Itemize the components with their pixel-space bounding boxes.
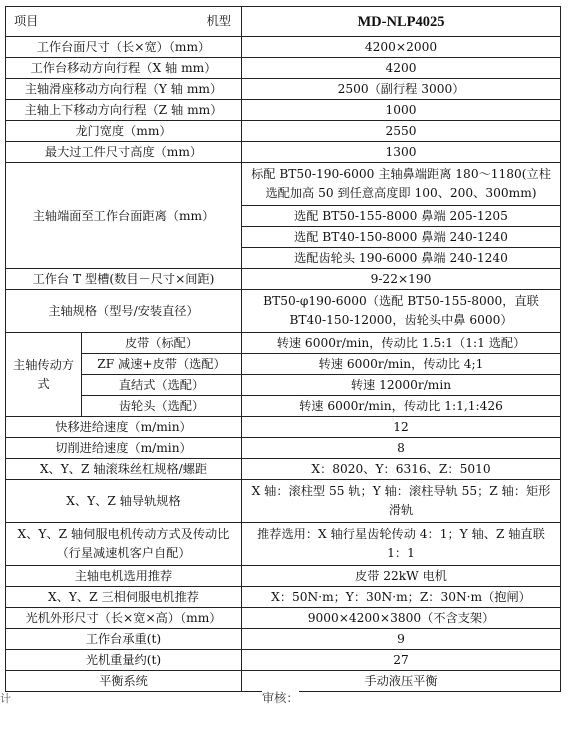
row-label: 龙门宽度（mm） xyxy=(6,121,242,142)
row-value: 12 xyxy=(242,417,561,438)
header-model-label: 机型 xyxy=(206,14,231,28)
edge-mark: 计 xyxy=(0,692,11,705)
row-label: X、Y、Z 轴滚珠丝杠规格/螺距 xyxy=(6,459,242,480)
header-row xyxy=(6,7,561,37)
row-value: X：8020、Y：6316、Z：5010 xyxy=(242,459,561,480)
table-row xyxy=(6,566,561,587)
table-row xyxy=(6,523,561,566)
header-item: 项目 xyxy=(14,14,39,28)
nose-value-option: 选配 BT40-150-8000 鼻端 240-1240 xyxy=(242,227,561,248)
row-value: 9 xyxy=(242,629,561,650)
nose-label: 主轴端面至工作台面距离（mm） xyxy=(6,163,242,269)
row-label: 快移进给速度（m/min） xyxy=(6,417,242,438)
table-row xyxy=(6,37,561,58)
drive-value: 转速 6000r/min，传动比 4;1 xyxy=(242,354,561,375)
row-value: 皮带 22kW 电机 xyxy=(242,566,561,587)
spec-table xyxy=(5,6,561,692)
row-value: 2500（副行程 3000） xyxy=(242,79,561,100)
row-value: 9000×4200×3800（不含支架） xyxy=(242,608,561,629)
row-value: X 轴：滚柱型 55 轨；Y 轴：滚柱导轨 55；Z 轴：矩形滑轨 xyxy=(242,480,561,523)
table-row xyxy=(6,375,561,396)
drive-label: 主轴传动方式 xyxy=(6,333,82,417)
table-row xyxy=(6,438,561,459)
row-value: 推荐选用：X 轴行星齿轮传动 4：1；Y 轴、Z 轴直联 1：1 xyxy=(242,523,561,566)
table-row xyxy=(6,480,561,523)
drive-value: 转速 6000r/min，传动比 1.5:1（1:1 选配） xyxy=(242,333,561,354)
row-value: 27 xyxy=(242,650,561,671)
table-row xyxy=(6,417,561,438)
row-value: 2550 xyxy=(242,121,561,142)
table-row xyxy=(6,396,561,417)
table-row xyxy=(6,459,561,480)
row-value: 手动液压平衡 xyxy=(242,671,561,692)
row-value: 4200×2000 xyxy=(242,37,561,58)
model-name: MD-NLP4025 xyxy=(242,7,561,37)
row-label: 切削进给速度（m/min） xyxy=(6,438,242,459)
table-row xyxy=(6,142,561,163)
row-label: 最大过工件尺寸高度（mm） xyxy=(6,142,242,163)
row-value: 9-22×190 xyxy=(242,269,561,290)
nose-value-option: 选配 BT50-155-8000 鼻端 205-1205 xyxy=(242,206,561,227)
row-label: 主轴滑座移动方向行程（Y 轴 mm） xyxy=(6,79,242,100)
table-row xyxy=(6,163,561,206)
row-label: 光机重量约(t) xyxy=(6,650,242,671)
row-label: 主轴电机选用推荐 xyxy=(6,566,242,587)
review-label: 审核： xyxy=(262,691,299,705)
table-row xyxy=(6,587,561,608)
table-row xyxy=(6,121,561,142)
drive-value: 转速 12000r/min xyxy=(242,375,561,396)
nose-value-standard: 标配 BT50-190-6000 主轴鼻端距离 180～1180(立柱选配加高 50 到任意高度即 100、200、300mm) xyxy=(242,163,561,206)
table-row xyxy=(6,333,561,354)
row-label: 主轴上下移动方向行程（Z 轴 mm） xyxy=(6,100,242,121)
table-row xyxy=(6,58,561,79)
row-label: X、Y、Z 轴伺服电机传动方式及传动比（行星减速机客户自配） xyxy=(6,523,242,566)
row-value: BT50-φ190-6000（选配 BT50-155-8000，直联 BT40-150-12000，齿轮头中鼻 6000） xyxy=(242,290,561,333)
row-value: 1300 xyxy=(242,142,561,163)
drive-name: 直结式（选配） xyxy=(82,375,242,396)
table-row xyxy=(6,650,561,671)
row-label: X、Y、Z 轴导轨规格 xyxy=(6,480,242,523)
table-row xyxy=(6,79,561,100)
row-value: 8 xyxy=(242,438,561,459)
table-row xyxy=(6,354,561,375)
table-row xyxy=(6,629,561,650)
table-row xyxy=(6,269,561,290)
row-label: X、Y、Z 三相伺服电机推荐 xyxy=(6,587,242,608)
row-value: 1000 xyxy=(242,100,561,121)
drive-name: 皮带（标配） xyxy=(82,333,242,354)
row-label: 工作台移动方向行程（X 轴 mm） xyxy=(6,58,242,79)
header-cell xyxy=(6,7,242,37)
row-value: X：50N·m；Y：30N·m；Z：30N·m（抱闸） xyxy=(242,587,561,608)
drive-name: 齿轮头（选配） xyxy=(82,396,242,417)
drive-value: 转速 6000r/min，传动比 1:1,1:426 xyxy=(242,396,561,417)
row-label: 平衡系统 xyxy=(6,671,242,692)
row-label: 工作台 T 型槽(数目－尺寸×间距) xyxy=(6,269,242,290)
table-row xyxy=(6,290,561,333)
row-value: 4200 xyxy=(242,58,561,79)
table-row xyxy=(6,100,561,121)
row-label: 光机外形尺寸（长×宽×高）（mm） xyxy=(6,608,242,629)
drive-name: ZF 减速+皮带（选配） xyxy=(82,354,242,375)
table-row xyxy=(6,608,561,629)
row-label: 工作台面尺寸（长×宽）（mm） xyxy=(6,37,242,58)
nose-value-option: 选配齿轮头 190-6000 鼻端 240-1240 xyxy=(242,248,561,269)
row-label: 主轴规格（型号/安装直径） xyxy=(6,290,242,333)
row-label: 工作台承重(t) xyxy=(6,629,242,650)
